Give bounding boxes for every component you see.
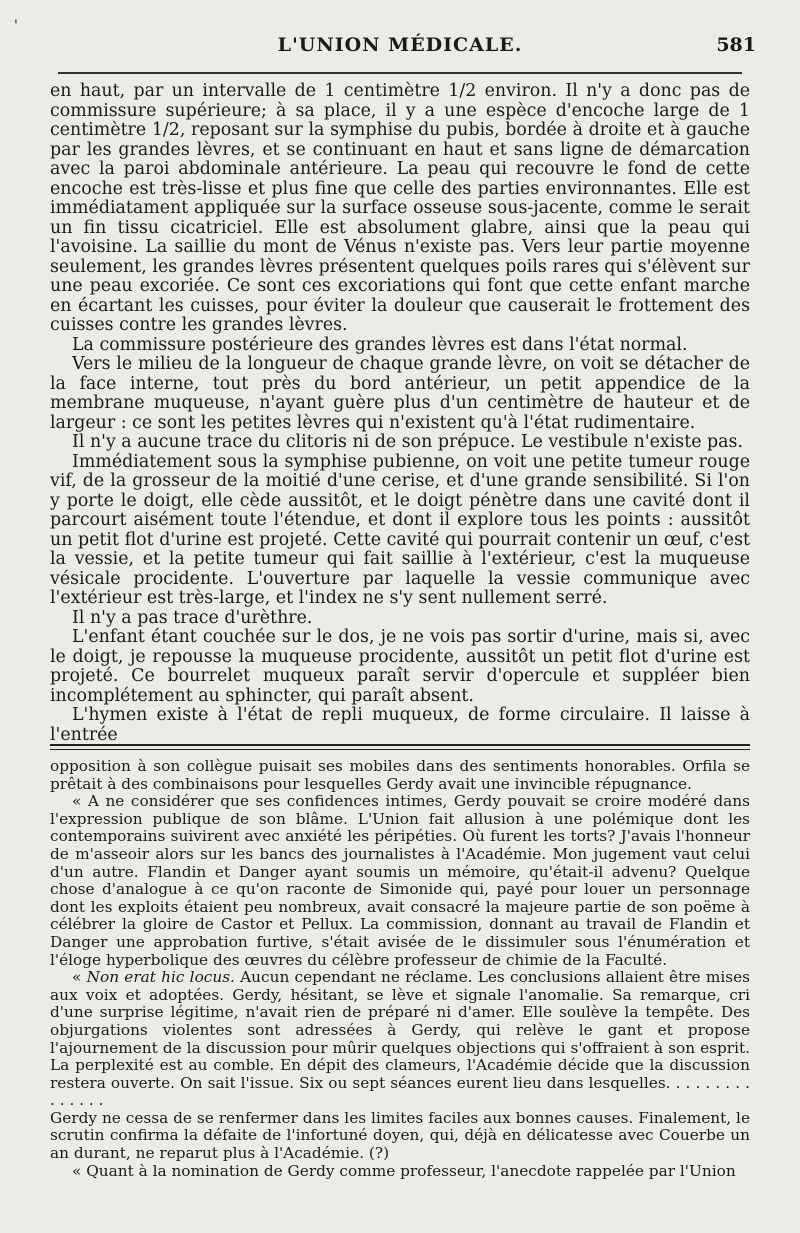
- note-paragraph: opposition à son collègue puisait ses mobiles dans des sentiments honorables. Orfila se prêtait à des combinaisons pour lesquelles Gerdy avait une invincible répugnance.: [50, 757, 750, 793]
- footnote-separator: [50, 744, 750, 750]
- note-paragraph: Gerdy ne cessa de se renfermer dans les limites faciles aux bonnes causes. Finalement, le scrutin confirma la défaite de l'infortuné doyen, qui, déjà en délicatesse avec Couerbe un an durant, ne reparut plus à l'Académie. (?): [50, 1108, 750, 1163]
- note-paragraph: [50, 969, 750, 1110]
- paragraph: Il n'y a aucune trace du clitoris ni de son prépuce. Le vestibule n'existe pas.: [72, 432, 743, 452]
- latin-phrase: Non erat hic locus.: [86, 968, 235, 987]
- footnote-text: [50, 758, 750, 1180]
- main-text: [50, 82, 750, 745]
- note-paragraph: « Quant à la nomination de Gerdy comme professeur, l'anecdote rappelée par l'Union: [72, 1161, 736, 1180]
- paragraph: L'hymen existe à l'état de repli muqueux, de forme circulaire. Il laisse à l'entrée: [50, 705, 750, 745]
- note-text: Aucun cependant ne réclame. Les conclusions allaient être mises aux voix et adoptées. Gerdy, hésitant, se lève et signale l'anomalie. Sa remarque, cri d'une surprise légitime, n'avait rien de préparé ni d'amer. Elle soulève la tempête. Des objurgations violentes sont adressées à Gerdy, qui relève le gant et propose l'ajournement de la discussion pour mûrir quelques objections qui s'offraient à son esprit. La perplexité est au comble. En dépit des clameurs, l'Académie décide que la discussion restera ouverte. On sait l'issue. Six ou sept séances eurent lieu dans lesquelles. . . . . . . . . . . . . . .: [50, 968, 750, 1110]
- paragraph: en haut, par un intervalle de 1 centimètre 1/2 environ. Il n'y a donc pas de commissure supérieure; à sa place, il y a une espèce d'encoche large de 1 centimètre 1/2, reposant sur la symphise du pubis, bordée à droite et à gauche par les grandes lèvres, et se continuant en haut et sans ligne de démarcation avec la paroi abdominale antérieure. La peau qui recouvre le fond de cette encoche est très-lisse et plus fine que celle des parties environnantes. Elle est immédiatament appliquée sur la surface osseuse sous-jacente, comme le serait un fin tissu cicatriciel. Elle est absolument glabre, ainsi que la peau qui l'avoisine. La saillie du mont de Vénus n'existe pas. Vers leur partie moyenne seulement, les grandes lèvres présentent quelques poils rares qui s'élèvent sur une peau excoriée. Ce sont ces excoriations qui font que cette enfant marche en écartant les cuisses, pour éviter la douleur que causerait le frottement des cuisses contre les grandes lèvres.: [50, 81, 750, 335]
- page-header: [14, 18, 756, 64]
- note-paragraph: « A ne considérer que ses confidences intimes, Gerdy pouvait se croire modéré dans l'expression publique de son blâme. L'Union fait allusion à une polémique dont les contemporains suivirent avec anxiété les péripéties. Où furent les torts? J'avais l'honneur de m'asseoir alors sur les bancs des journalistes à l'Académie. Mon jugement vaut celui d'un autre. Flandin et Danger ayant soumis un mémoire, qu'était-il advenu? Quelque chose d'analogue à ce qu'on raconte de Simonide qui, payé pour louer un personnage dont les exploits étaient peu nombreux, avait consacré la majeure partie de son poëme à célébrer la gloire de Castor et Pellux. La commission, donnant au travail de Flandin et Danger une approbation furtive, s'était avisée de le dissimuler sous l'énumération et l'éloge hyperbolique des œuvres du célèbre professeur de chimie de la Faculté.: [50, 792, 750, 969]
- quote-mark: «: [72, 968, 87, 987]
- paragraph: Vers le milieu de la longueur de chaque grande lèvre, on voit se détacher de la face interne, tout près du bord antérieur, un petit appendice de la membrane muqueuse, n'ayant guère plus d'un centimètre de hauteur et de largeur : ce sont les petites lèvres qui n'existent qu'à l'état rudimentaire.: [50, 354, 750, 433]
- journal-title: L'UNION MÉDICALE.: [277, 34, 523, 56]
- paragraph: Immédiatement sous la symphise pubienne, on voit une petite tumeur rouge vif, de la grosseur de la moitié d'une cerise, et d'une grande sensibilité. Si l'on y porte le doigt, elle cède aussitôt, et le doigt pénètre dans une cavité dont il parcourt aisément toute l'étendue, et dont il explore tous les points : aussitôt un petit flot d'urine est projeté. Cette cavité qui pourrait contenir un œuf, c'est la vessie, et la petite tumeur qui fait saillie à l'extérieur, c'est la muqueuse vésicale procidente. L'ouverture par laquelle la vessie communique avec l'extérieur est très-large, et l'index ne s'y sent nullement serré.: [50, 451, 750, 608]
- header-rule: [58, 72, 742, 74]
- paragraph: L'enfant étant couchée sur le dos, je ne vois pas sortir d'urine, mais si, avec le doigt, je repousse la muqueuse procidente, aussitôt un petit flot d'urine est projeté. Ce bourrelet muqueux paraît servir d'opercule et suppléer bien incomplétement au sphincter, qui paraît absent.: [50, 627, 750, 706]
- page-number: 581: [716, 34, 756, 56]
- paragraph: Il n'y a pas trace d'urèthre.: [72, 607, 313, 628]
- paragraph: La commissure postérieure des grandes lèvres est dans l'état normal.: [72, 334, 688, 355]
- margin-mark: ': [14, 18, 18, 34]
